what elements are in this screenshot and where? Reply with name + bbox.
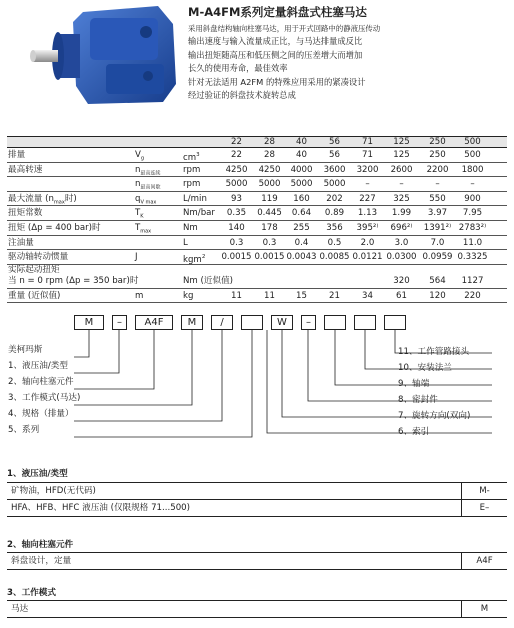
size-header: 71 [362, 137, 373, 147]
spec-value: 119 [261, 193, 278, 204]
spec-value: 5000 [290, 179, 313, 190]
spec-unit-sup: 2 [201, 254, 206, 261]
size-header: 28 [264, 137, 275, 147]
spec-symbol [135, 250, 138, 264]
option-code: A4F [461, 553, 507, 569]
spec-row [7, 265, 507, 289]
code-label-6: 6、索引 [398, 427, 430, 437]
spec-value: 0.445 [257, 208, 282, 219]
spec-value: 4000 [290, 164, 313, 175]
spec-unit-sup: 3 [196, 152, 200, 158]
code-label-9: 9、轴端 [398, 379, 430, 389]
spec-symbol-sub: g [140, 155, 145, 162]
spec-value: 93 [231, 193, 242, 204]
spec-label [8, 236, 34, 250]
spec-value: 3600 [323, 164, 346, 175]
spec-label-text: 注油量 [8, 237, 34, 248]
spec-value: 900 [464, 193, 481, 204]
spec-label-text: 最大流量 (n [8, 193, 54, 204]
size-header: 40 [296, 137, 307, 147]
spec-value: 395²⁾ [356, 222, 379, 233]
spec-value: 3200 [356, 164, 379, 175]
spec-value: 7.95 [462, 208, 483, 219]
spec-value: 5000 [323, 179, 346, 190]
spec-unit [183, 236, 188, 250]
spec-value: 1127 [461, 275, 484, 286]
spec-value: 11 [231, 290, 242, 301]
feature-item: 采用斜盘结构轴向柱塞马达，用于开式回路中的静液压传动 [188, 24, 381, 33]
spec-value: 255 [293, 222, 310, 233]
spec-symbol-text: T [135, 222, 141, 233]
spec-value: 0.3 [262, 237, 277, 248]
spec-symbol [135, 289, 143, 303]
spec-value: 125 [393, 150, 410, 160]
spec-symbol-text: n [135, 179, 141, 190]
feature-list [188, 22, 380, 102]
option-text: 斜盘设计，定量 [11, 556, 72, 566]
code-leader-lines [74, 315, 494, 445]
page-title: M-A4FM系列定量斜盘式柱塞马达 [188, 5, 367, 19]
spec-symbol-text: J [135, 252, 138, 263]
spec-value: 5000 [225, 179, 248, 190]
spec-value: 5000 [258, 179, 281, 190]
spec-unit-text: Nm/bar [183, 208, 215, 219]
spec-value: 11 [264, 290, 275, 301]
code-label-3: 3、工作模式(马达) [8, 393, 81, 403]
feature-item: 针对无法适用 A2FM 的特殊应用采用的紧凑设计 [188, 76, 366, 87]
code-box-dash: – [112, 315, 127, 330]
spec-value: 0.0015 [221, 252, 252, 263]
spec-value: 0.0015 [254, 252, 285, 263]
option-code: M- [461, 483, 507, 499]
option-code: M [461, 601, 507, 617]
spec-unit-text: rpm [183, 164, 201, 175]
spec-value: 1.99 [391, 208, 412, 219]
spec-row [7, 206, 507, 221]
spec-value: 0.0300 [386, 252, 417, 263]
spec-value: 500 [464, 150, 481, 160]
spec-value: 3.97 [427, 208, 448, 219]
spec-label [8, 206, 42, 220]
option-row [7, 500, 507, 517]
spec-row [7, 192, 507, 207]
spec-value: 40 [296, 150, 307, 160]
spec-unit-text: L [183, 237, 188, 248]
spec-symbol-text: q [135, 193, 141, 204]
code-box-unit: A4F [135, 315, 173, 330]
spec-row [7, 177, 507, 192]
spec-symbol-sub: K [140, 214, 144, 221]
spec-value: 21 [329, 290, 340, 301]
size-header: 125 [393, 137, 410, 147]
code-label-7: 7、旋转方向(双向) [398, 411, 471, 421]
spec-value: 22 [231, 150, 242, 160]
spec-label [8, 289, 60, 303]
feature-item: 输出速度与输入流量成正比，与马达排量成反比 [188, 36, 363, 47]
spec-value: 1.13 [357, 208, 378, 219]
size-header: 56 [329, 137, 340, 147]
spec-label [8, 250, 68, 264]
spec-label [8, 265, 138, 288]
spec-unit [183, 289, 193, 303]
spec-value: 0.3 [229, 237, 244, 248]
spec-unit [183, 206, 215, 220]
spec-value: 356 [326, 222, 343, 233]
spec-unit-text: rpm [183, 179, 201, 190]
spec-label-sub: max [53, 199, 65, 206]
spec-value: 71 [362, 150, 373, 160]
option-code: E– [461, 500, 507, 516]
section-title-fluid: 1、液压油/类型 [7, 469, 68, 479]
spec-unit-text: Nm (近似值) [183, 275, 234, 286]
feature-item: 长久的使用寿命，最佳效率 [188, 63, 288, 74]
spec-value: 550 [429, 193, 446, 204]
spec-value: – [470, 179, 475, 190]
code-label-brand: 美柯玛斯 [8, 345, 43, 355]
spec-value: 61 [396, 290, 407, 301]
spec-unit-text: L/min [183, 193, 207, 204]
code-label-1: 1、液压油/类型 [8, 361, 68, 371]
spec-row [7, 289, 507, 304]
size-header: 22 [231, 137, 242, 147]
spec-value: 250 [429, 150, 446, 160]
spec-row [7, 148, 507, 163]
spec-value: 320 [393, 275, 410, 286]
spec-label [8, 148, 25, 162]
spec-symbol-sub: max [140, 228, 152, 235]
spec-unit-text: Nm [183, 222, 198, 233]
code-box-dash2: – [301, 315, 316, 330]
spec-unit-text: cm [183, 152, 197, 163]
spec-label-line2: 当 n = 0 rpm (Δp = 350 bar)时 [8, 276, 139, 287]
spec-unit-text: kgm [183, 255, 202, 266]
spec-value: – [399, 179, 404, 190]
spec-symbol-sub: V max [140, 199, 157, 206]
spec-value: 202 [326, 193, 343, 204]
spec-label-text: 驱动轴转动惯量 [8, 252, 69, 263]
spec-value: 0.0043 [286, 252, 317, 263]
option-text: HFA、HFB、HFC 液压油 (仅限规格 71...500) [11, 503, 190, 513]
spec-label [8, 221, 101, 235]
spec-value: 15 [296, 290, 307, 301]
spec-value: 120 [429, 290, 446, 301]
code-label-8: 8、密封件 [398, 395, 438, 405]
option-row [7, 553, 507, 570]
ordering-code-diagram [74, 315, 434, 445]
section-title-unit: 2、轴向柱塞元件 [7, 540, 74, 550]
spec-value: 3.0 [394, 237, 409, 248]
spec-value: – [365, 179, 370, 190]
spec-label-text: 扭矩 (Δp = 400 bar)时 [8, 222, 101, 233]
spec-value: 0.0959 [422, 252, 453, 263]
spec-row [7, 250, 507, 265]
feature-item: 经过验证的斜盘技术旋转总成 [188, 89, 296, 100]
code-box-mode: M [181, 315, 203, 330]
spec-label-text: 最高转速 [8, 164, 43, 175]
section-title-mode: 3、工作模式 [7, 588, 56, 598]
section-table-unit [7, 552, 507, 570]
spec-value: 2600 [390, 164, 413, 175]
spec-value: 0.4 [294, 237, 309, 248]
spec-label-text: 实际起动扭矩 [8, 264, 60, 275]
spec-row [7, 163, 507, 178]
spec-value: 28 [264, 150, 275, 160]
spec-table [7, 136, 507, 303]
spec-unit [183, 221, 198, 235]
code-label-4: 4、规格（排量） [8, 409, 74, 419]
spec-symbol-sub: 最高间歇 [140, 184, 161, 191]
spec-symbol-text: m [135, 290, 144, 301]
spec-value: 0.3325 [457, 252, 488, 263]
spec-unit [183, 276, 233, 288]
option-row [7, 483, 507, 500]
spec-value: 0.0085 [319, 252, 350, 263]
spec-value: – [435, 179, 440, 190]
spec-symbol-text: T [135, 208, 141, 219]
size-header: 250 [429, 137, 446, 147]
spec-value: 220 [464, 290, 481, 301]
spec-label [8, 163, 42, 177]
spec-value: 7.0 [430, 237, 445, 248]
spec-unit [183, 192, 207, 206]
spec-value: 0.64 [291, 208, 312, 219]
option-text: 马达 [11, 604, 29, 614]
spec-label-text: 排量 [8, 150, 26, 160]
section-table-mode [7, 600, 507, 618]
spec-value: 1800 [461, 164, 484, 175]
option-text: 矿物油，HFD(无代码) [11, 486, 96, 496]
spec-unit-text: kg [183, 290, 194, 301]
option-row [7, 601, 507, 618]
spec-value: 34 [362, 290, 373, 301]
spec-value: 325 [393, 193, 410, 204]
motor-product-image [28, 4, 178, 109]
spec-symbol-text: V [135, 150, 141, 160]
spec-value: 2783²⁾ [458, 222, 487, 233]
spec-value: 0.5 [327, 237, 342, 248]
code-box-series: M [74, 315, 104, 330]
size-header: 500 [464, 137, 481, 147]
spec-value: 56 [329, 150, 340, 160]
spec-row [7, 221, 507, 236]
code-label-10: 10、安装法兰 [398, 363, 452, 373]
code-label-5: 5、系列 [8, 425, 40, 435]
spec-value: 564 [429, 275, 446, 286]
spec-symbol-text: n [135, 164, 141, 175]
code-box-rotation: W [271, 315, 293, 330]
spec-value: 140 [228, 222, 245, 233]
spec-value: 160 [293, 193, 310, 204]
spec-unit [183, 163, 200, 177]
spec-row [7, 236, 507, 251]
spec-value: 178 [261, 222, 278, 233]
spec-value: 227 [359, 193, 376, 204]
spec-value: 4250 [225, 164, 248, 175]
feature-item: 输出扭矩随高压和低压侧之间的压差增大而增加 [188, 49, 363, 60]
spec-value: 4250 [258, 164, 281, 175]
spec-value: 2200 [426, 164, 449, 175]
spec-value: 1391²⁾ [423, 222, 452, 233]
spec-value: 0.0121 [352, 252, 383, 263]
code-box-slash: / [211, 315, 233, 330]
spec-label-text: 重量 (近似值) [8, 290, 61, 301]
spec-unit [183, 177, 200, 191]
spec-value: 2.0 [360, 237, 375, 248]
spec-label-end: 时) [64, 193, 77, 204]
spec-header-row [7, 136, 507, 148]
spec-value: 696²⁾ [390, 222, 413, 233]
spec-symbol-sub: 最高连续 [140, 170, 161, 177]
section-table-fluid [7, 482, 507, 517]
code-label-11: 11、工作管路接头 [398, 347, 470, 357]
code-label-2: 2、轴向柱塞元件 [8, 377, 74, 387]
spec-value: 0.89 [324, 208, 345, 219]
spec-value: 11.0 [462, 237, 483, 248]
spec-value: 0.35 [226, 208, 247, 219]
spec-label-text: 扭矩常数 [8, 208, 43, 219]
